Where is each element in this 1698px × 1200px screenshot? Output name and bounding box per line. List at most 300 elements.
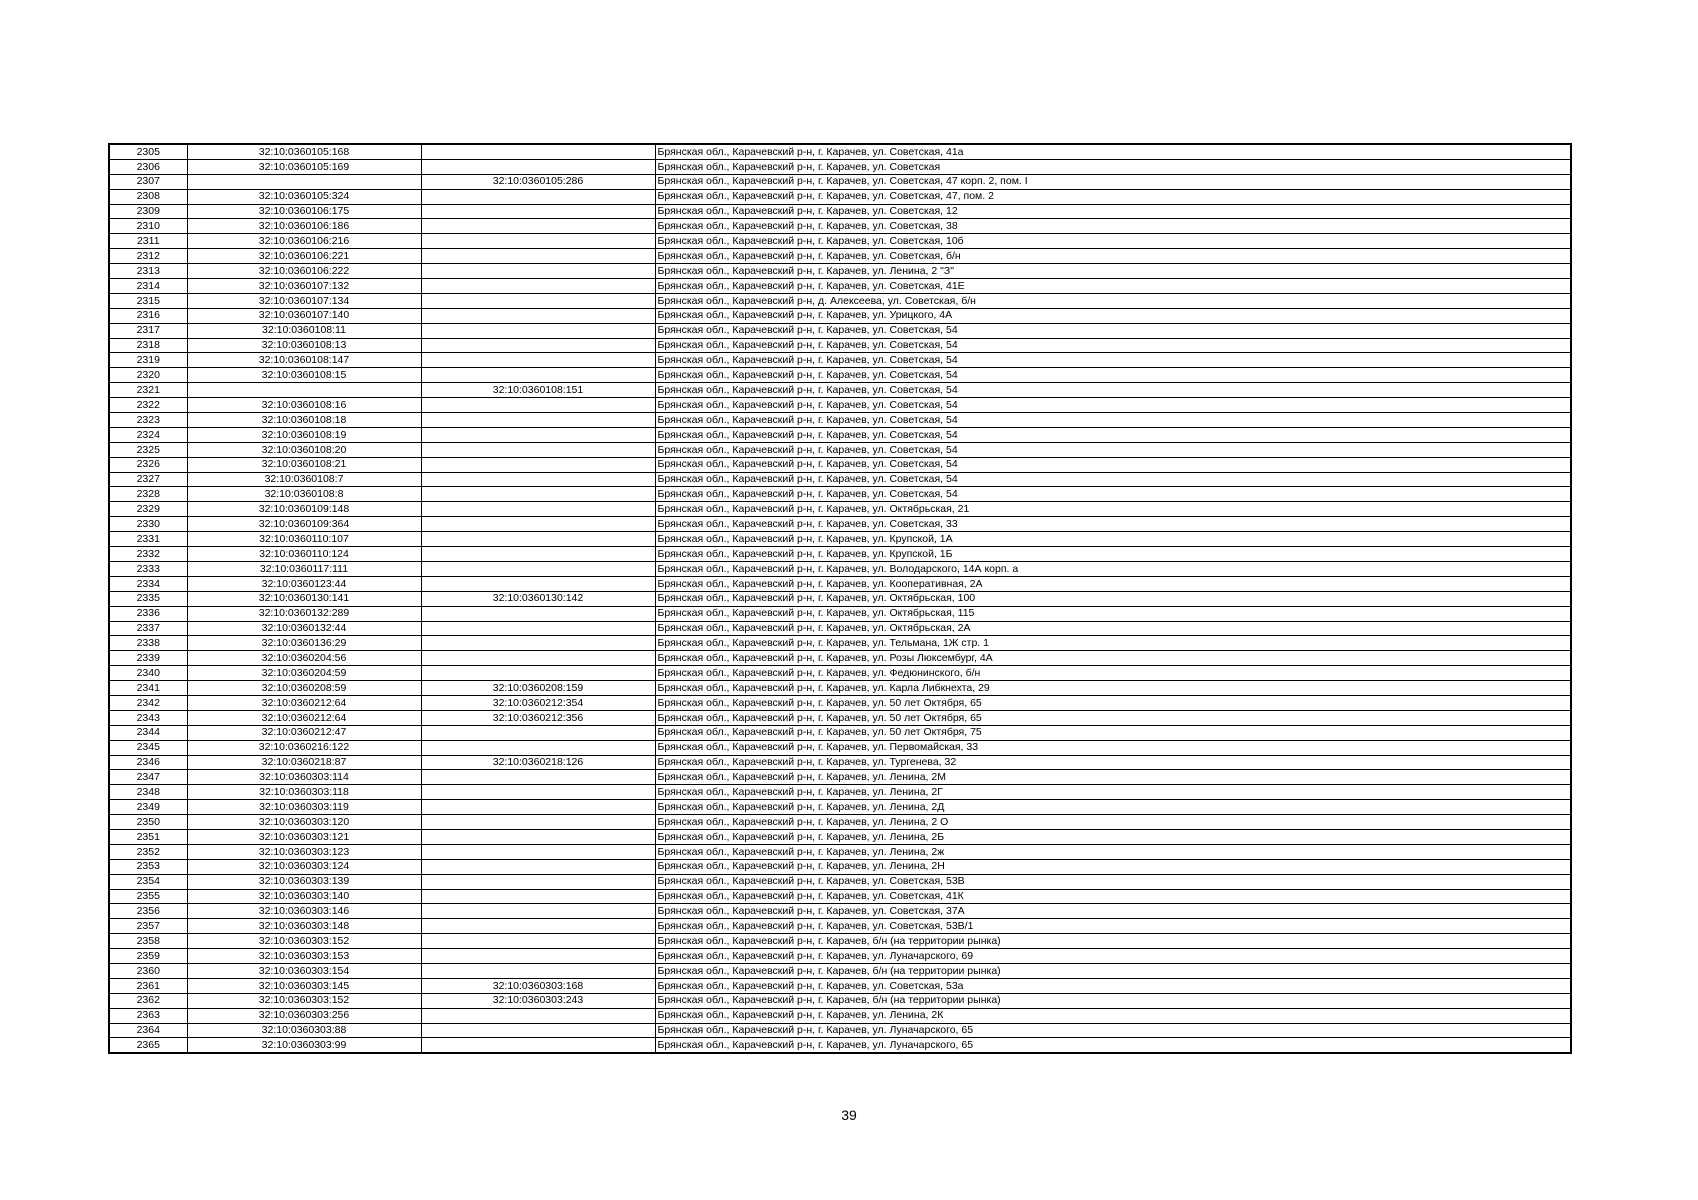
related-cadastral-number-cell	[421, 904, 655, 919]
row-number-cell: 2358	[109, 934, 187, 949]
related-cadastral-number-cell	[421, 561, 655, 576]
table-row	[109, 457, 1571, 472]
address-cell: Брянская обл., Карачевский р-н, г. Карачев, ул. Розы Люксембург, 4А	[655, 651, 1571, 666]
address-cell: Брянская обл., Карачевский р-н, г. Карачев, ул. Октябрьская, 115	[655, 606, 1571, 621]
table-row	[109, 427, 1571, 442]
address-cell: Брянская обл., Карачевский р-н, г. Карачев, ул. Луначарского, 65	[655, 1038, 1571, 1053]
related-cadastral-number-cell	[421, 487, 655, 502]
row-number-cell: 2307	[109, 174, 187, 189]
table-row	[109, 963, 1571, 978]
address-cell: Брянская обл., Карачевский р-н, г. Карачев, ул. Советская, 38	[655, 219, 1571, 234]
related-cadastral-number-cell	[421, 889, 655, 904]
table-row	[109, 159, 1571, 174]
cadastral-number-cell: 32:10:0360212:47	[187, 725, 421, 740]
cadastral-number-cell: 32:10:0360303:152	[187, 993, 421, 1008]
address-cell: Брянская обл., Карачевский р-н, г. Карачев, ул. Тельмана, 1Ж стр. 1	[655, 636, 1571, 651]
address-cell: Брянская обл., Карачевский р-н, г. Карачев, ул. Советская	[655, 159, 1571, 174]
address-cell: Брянская обл., Карачевский р-н, г. Карачев, ул. Ленина, 2Д	[655, 800, 1571, 815]
related-cadastral-number-cell	[421, 398, 655, 413]
related-cadastral-number-cell	[421, 517, 655, 532]
address-cell: Брянская обл., Карачевский р-н, г. Карачев, ул. Советская, 53а	[655, 978, 1571, 993]
row-number-cell: 2323	[109, 413, 187, 428]
address-cell: Брянская обл., Карачевский р-н, г. Карачев, ул. Крупской, 1Б	[655, 547, 1571, 562]
row-number-cell: 2314	[109, 279, 187, 294]
row-number-cell: 2329	[109, 502, 187, 517]
address-cell: Брянская обл., Карачевский р-н, г. Карачев, ул. Луначарского, 65	[655, 1023, 1571, 1038]
address-cell: Брянская обл., Карачевский р-н, г. Карачев, ул. Советская, 54	[655, 368, 1571, 383]
row-number-cell: 2363	[109, 1008, 187, 1023]
cadastral-number-cell: 32:10:0360108:21	[187, 457, 421, 472]
related-cadastral-number-cell: 32:10:0360303:168	[421, 978, 655, 993]
row-number-cell: 2319	[109, 353, 187, 368]
related-cadastral-number-cell	[421, 740, 655, 755]
address-cell: Брянская обл., Карачевский р-н, г. Карачев, б/н (на территории рынка)	[655, 963, 1571, 978]
cadastral-number-cell: 32:10:0360106:186	[187, 219, 421, 234]
address-cell: Брянская обл., Карачевский р-н, г. Карачев, ул. Советская, 47, пом. 2	[655, 189, 1571, 204]
row-number-cell: 2353	[109, 859, 187, 874]
table-row	[109, 934, 1571, 949]
related-cadastral-number-cell	[421, 963, 655, 978]
address-cell: Брянская обл., Карачевский р-н, г. Карачев, ул. Крупской, 1А	[655, 532, 1571, 547]
address-cell: Брянская обл., Карачевский р-н, г. Карачев, ул. Ленина, 2ж	[655, 844, 1571, 859]
address-cell: Брянская обл., Карачевский р-н, г. Карачев, ул. Первомайская, 33	[655, 740, 1571, 755]
cadastral-number-cell: 32:10:0360109:364	[187, 517, 421, 532]
related-cadastral-number-cell: 32:10:0360108:151	[421, 383, 655, 398]
cadastral-number-cell: 32:10:0360106:221	[187, 249, 421, 264]
address-cell: Брянская обл., Карачевский р-н, г. Карачев, ул. Советская, 54	[655, 323, 1571, 338]
related-cadastral-number-cell	[421, 353, 655, 368]
row-number-cell: 2349	[109, 800, 187, 815]
cadastral-number-cell: 32:10:0360108:19	[187, 427, 421, 442]
related-cadastral-number-cell: 32:10:0360212:354	[421, 695, 655, 710]
cadastral-number-cell: 32:10:0360303:114	[187, 770, 421, 785]
table-row	[109, 338, 1571, 353]
table-row	[109, 219, 1571, 234]
row-number-cell: 2345	[109, 740, 187, 755]
cadastral-number-cell: 32:10:0360303:153	[187, 949, 421, 964]
address-cell: Брянская обл., Карачевский р-н, г. Карачев, ул. Советская, 54	[655, 413, 1571, 428]
related-cadastral-number-cell: 32:10:0360303:243	[421, 993, 655, 1008]
row-number-cell: 2321	[109, 383, 187, 398]
table-row	[109, 725, 1571, 740]
related-cadastral-number-cell	[421, 249, 655, 264]
table-row	[109, 189, 1571, 204]
related-cadastral-number-cell	[421, 368, 655, 383]
table-row	[109, 413, 1571, 428]
related-cadastral-number-cell	[421, 666, 655, 681]
table-row	[109, 710, 1571, 725]
table-row	[109, 844, 1571, 859]
address-cell: Брянская обл., Карачевский р-н, г. Карачев, ул. 50 лет Октября, 75	[655, 725, 1571, 740]
table-row	[109, 695, 1571, 710]
related-cadastral-number-cell	[421, 472, 655, 487]
row-number-cell: 2352	[109, 844, 187, 859]
table-row	[109, 904, 1571, 919]
table-row	[109, 829, 1571, 844]
row-number-cell: 2333	[109, 561, 187, 576]
table-row	[109, 919, 1571, 934]
cadastral-number-cell: 32:10:0360212:64	[187, 710, 421, 725]
table-row	[109, 874, 1571, 889]
row-number-cell: 2361	[109, 978, 187, 993]
table-row	[109, 1008, 1571, 1023]
address-cell: Брянская обл., Карачевский р-н, г. Карачев, ул. Ленина, 2Н	[655, 859, 1571, 874]
cadastral-number-cell: 32:10:0360303:146	[187, 904, 421, 919]
cadastral-number-cell: 32:10:0360117:111	[187, 561, 421, 576]
address-cell: Брянская обл., Карачевский р-н, д. Алексеева, ул. Советская, б/н	[655, 293, 1571, 308]
table-row	[109, 800, 1571, 815]
cadastral-number-cell: 32:10:0360303:119	[187, 800, 421, 815]
table-row	[109, 487, 1571, 502]
row-number-cell: 2335	[109, 591, 187, 606]
related-cadastral-number-cell	[421, 651, 655, 666]
address-cell: Брянская обл., Карачевский р-н, г. Карачев, ул. Кооперативная, 2А	[655, 576, 1571, 591]
row-number-cell: 2357	[109, 919, 187, 934]
address-cell: Брянская обл., Карачевский р-н, г. Карачев, ул. Советская, 54	[655, 457, 1571, 472]
address-cell: Брянская обл., Карачевский р-н, г. Карачев, ул. Ленина, 2Б	[655, 829, 1571, 844]
cadastral-number-cell: 32:10:0360303:120	[187, 815, 421, 830]
row-number-cell: 2326	[109, 457, 187, 472]
address-cell: Брянская обл., Карачевский р-н, г. Карачев, ул. 50 лет Октября, 65	[655, 695, 1571, 710]
table-row	[109, 651, 1571, 666]
related-cadastral-number-cell: 32:10:0360105:286	[421, 174, 655, 189]
cadastral-number-cell: 32:10:0360204:56	[187, 651, 421, 666]
address-cell: Брянская обл., Карачевский р-н, г. Карачев, ул. Ленина, 2М	[655, 770, 1571, 785]
table-row	[109, 889, 1571, 904]
cadastral-number-cell: 32:10:0360108:20	[187, 442, 421, 457]
row-number-cell: 2351	[109, 829, 187, 844]
row-number-cell: 2328	[109, 487, 187, 502]
table-row	[109, 368, 1571, 383]
related-cadastral-number-cell: 32:10:0360218:126	[421, 755, 655, 770]
records-table	[108, 143, 1572, 1054]
address-cell: Брянская обл., Карачевский р-н, г. Карачев, ул. Володарского, 14А корп. а	[655, 561, 1571, 576]
table-row	[109, 1038, 1571, 1053]
cadastral-number-cell: 32:10:0360108:147	[187, 353, 421, 368]
row-number-cell: 2325	[109, 442, 187, 457]
address-cell: Брянская обл., Карачевский р-н, г. Карачев, ул. Ленина, 2 "З"	[655, 264, 1571, 279]
address-cell: Брянская обл., Карачевский р-н, г. Карачев, ул. Октябрьская, 100	[655, 591, 1571, 606]
table-row	[109, 293, 1571, 308]
row-number-cell: 2340	[109, 666, 187, 681]
table-row	[109, 264, 1571, 279]
table-row	[109, 353, 1571, 368]
row-number-cell: 2315	[109, 293, 187, 308]
related-cadastral-number-cell	[421, 308, 655, 323]
table-row	[109, 993, 1571, 1008]
related-cadastral-number-cell: 32:10:0360208:159	[421, 681, 655, 696]
table-row	[109, 606, 1571, 621]
cadastral-number-cell: 32:10:0360105:168	[187, 144, 421, 159]
row-number-cell: 2350	[109, 815, 187, 830]
cadastral-number-cell: 32:10:0360208:59	[187, 681, 421, 696]
related-cadastral-number-cell	[421, 621, 655, 636]
cadastral-number-cell: 32:10:0360109:148	[187, 502, 421, 517]
cadastral-number-cell: 32:10:0360110:124	[187, 547, 421, 562]
cadastral-number-cell: 32:10:0360123:44	[187, 576, 421, 591]
related-cadastral-number-cell	[421, 949, 655, 964]
address-cell: Брянская обл., Карачевский р-н, г. Карачев, ул. Карла Либкнехта, 29	[655, 681, 1571, 696]
address-cell: Брянская обл., Карачевский р-н, г. Карачев, ул. Ленина, 2К	[655, 1008, 1571, 1023]
address-cell: Брянская обл., Карачевский р-н, г. Карачев, ул. 50 лет Октября, 65	[655, 710, 1571, 725]
related-cadastral-number-cell	[421, 547, 655, 562]
table-row	[109, 249, 1571, 264]
row-number-cell: 2342	[109, 695, 187, 710]
cadastral-number-cell: 32:10:0360303:118	[187, 785, 421, 800]
address-cell: Брянская обл., Карачевский р-н, г. Карачев, ул. Советская, 54	[655, 398, 1571, 413]
table-row	[109, 517, 1571, 532]
row-number-cell: 2324	[109, 427, 187, 442]
related-cadastral-number-cell	[421, 502, 655, 517]
row-number-cell: 2337	[109, 621, 187, 636]
cadastral-number-cell: 32:10:0360303:123	[187, 844, 421, 859]
cadastral-number-cell: 32:10:0360106:222	[187, 264, 421, 279]
cadastral-number-cell: 32:10:0360303:139	[187, 874, 421, 889]
table-row	[109, 591, 1571, 606]
address-cell: Брянская обл., Карачевский р-н, г. Карачев, ул. Советская, 41а	[655, 144, 1571, 159]
cadastral-number-cell: 32:10:0360303:124	[187, 859, 421, 874]
table-row	[109, 636, 1571, 651]
table-row	[109, 949, 1571, 964]
table-row	[109, 978, 1571, 993]
cadastral-number-cell: 32:10:0360303:152	[187, 934, 421, 949]
cadastral-number-cell: 32:10:0360130:141	[187, 591, 421, 606]
address-cell: Брянская обл., Карачевский р-н, г. Карачев, ул. Советская, 54	[655, 427, 1571, 442]
row-number-cell: 2336	[109, 606, 187, 621]
cadastral-number-cell: 32:10:0360303:256	[187, 1008, 421, 1023]
row-number-cell: 2339	[109, 651, 187, 666]
related-cadastral-number-cell	[421, 442, 655, 457]
row-number-cell: 2354	[109, 874, 187, 889]
row-number-cell: 2312	[109, 249, 187, 264]
row-number-cell: 2365	[109, 1038, 187, 1053]
row-number-cell: 2338	[109, 636, 187, 651]
related-cadastral-number-cell	[421, 1023, 655, 1038]
table-row	[109, 234, 1571, 249]
table-row	[109, 681, 1571, 696]
address-cell: Брянская обл., Карачевский р-н, г. Карачев, ул. Федюнинского, б/н	[655, 666, 1571, 681]
cadastral-number-cell: 32:10:0360303:148	[187, 919, 421, 934]
table-row	[109, 308, 1571, 323]
row-number-cell: 2343	[109, 710, 187, 725]
table-row	[109, 204, 1571, 219]
row-number-cell: 2322	[109, 398, 187, 413]
row-number-cell: 2362	[109, 993, 187, 1008]
table-row	[109, 144, 1571, 159]
cadastral-number-cell: 32:10:0360107:132	[187, 279, 421, 294]
related-cadastral-number-cell	[421, 189, 655, 204]
related-cadastral-number-cell	[421, 1038, 655, 1053]
cadastral-number-cell: 32:10:0360303:88	[187, 1023, 421, 1038]
address-cell: Брянская обл., Карачевский р-н, г. Карачев, ул. Советская, 53В	[655, 874, 1571, 889]
related-cadastral-number-cell	[421, 234, 655, 249]
related-cadastral-number-cell	[421, 800, 655, 815]
table-row	[109, 323, 1571, 338]
address-cell: Брянская обл., Карачевский р-н, г. Карачев, ул. Советская, б/н	[655, 249, 1571, 264]
table-row	[109, 785, 1571, 800]
related-cadastral-number-cell	[421, 144, 655, 159]
table-row	[109, 561, 1571, 576]
related-cadastral-number-cell	[421, 606, 655, 621]
cadastral-number-cell: 32:10:0360106:175	[187, 204, 421, 219]
row-number-cell: 2347	[109, 770, 187, 785]
cadastral-number-cell: 32:10:0360218:87	[187, 755, 421, 770]
related-cadastral-number-cell: 32:10:0360130:142	[421, 591, 655, 606]
related-cadastral-number-cell	[421, 829, 655, 844]
related-cadastral-number-cell	[421, 204, 655, 219]
table-row	[109, 621, 1571, 636]
row-number-cell: 2346	[109, 755, 187, 770]
cadastral-number-cell: 32:10:0360108:11	[187, 323, 421, 338]
row-number-cell: 2348	[109, 785, 187, 800]
cadastral-number-cell: 32:10:0360105:169	[187, 159, 421, 174]
row-number-cell: 2360	[109, 963, 187, 978]
related-cadastral-number-cell	[421, 636, 655, 651]
related-cadastral-number-cell	[421, 725, 655, 740]
cadastral-number-cell	[187, 174, 421, 189]
cadastral-number-cell: 32:10:0360105:324	[187, 189, 421, 204]
table-row	[109, 472, 1571, 487]
table-row	[109, 532, 1571, 547]
table-row	[109, 755, 1571, 770]
address-cell: Брянская обл., Карачевский р-н, г. Карачев, ул. Урицкого, 4А	[655, 308, 1571, 323]
related-cadastral-number-cell	[421, 293, 655, 308]
address-cell: Брянская обл., Карачевский р-н, г. Карачев, ул. Октябрьская, 21	[655, 502, 1571, 517]
cadastral-number-cell: 32:10:0360136:29	[187, 636, 421, 651]
row-number-cell: 2330	[109, 517, 187, 532]
row-number-cell: 2309	[109, 204, 187, 219]
cadastral-number-cell: 32:10:0360132:289	[187, 606, 421, 621]
cadastral-number-cell: 32:10:0360108:7	[187, 472, 421, 487]
row-number-cell: 2313	[109, 264, 187, 279]
table-row	[109, 502, 1571, 517]
address-cell: Брянская обл., Карачевский р-н, г. Карачев, ул. Советская, 41К	[655, 889, 1571, 904]
row-number-cell: 2359	[109, 949, 187, 964]
table-row	[109, 576, 1571, 591]
address-cell: Брянская обл., Карачевский р-н, г. Карачев, ул. Советская, 54	[655, 353, 1571, 368]
row-number-cell: 2320	[109, 368, 187, 383]
cadastral-number-cell: 32:10:0360303:145	[187, 978, 421, 993]
address-cell: Брянская обл., Карачевский р-н, г. Карачев, ул. Ленина, 2Г	[655, 785, 1571, 800]
cadastral-number-cell: 32:10:0360108:16	[187, 398, 421, 413]
cadastral-number-cell	[187, 383, 421, 398]
row-number-cell: 2332	[109, 547, 187, 562]
row-number-cell: 2364	[109, 1023, 187, 1038]
table-row	[109, 859, 1571, 874]
table-row	[109, 770, 1571, 785]
cadastral-number-cell: 32:10:0360132:44	[187, 621, 421, 636]
table-row	[109, 547, 1571, 562]
cadastral-number-cell: 32:10:0360212:64	[187, 695, 421, 710]
cadastral-number-cell: 32:10:0360110:107	[187, 532, 421, 547]
address-cell: Брянская обл., Карачевский р-н, г. Карачев, ул. Советская, 54	[655, 338, 1571, 353]
table-row	[109, 442, 1571, 457]
row-number-cell: 2308	[109, 189, 187, 204]
row-number-cell: 2331	[109, 532, 187, 547]
address-cell: Брянская обл., Карачевский р-н, г. Карачев, ул. Советская, 37А	[655, 904, 1571, 919]
related-cadastral-number-cell	[421, 413, 655, 428]
row-number-cell: 2344	[109, 725, 187, 740]
cadastral-number-cell: 32:10:0360107:140	[187, 308, 421, 323]
row-number-cell: 2327	[109, 472, 187, 487]
related-cadastral-number-cell	[421, 532, 655, 547]
table-row	[109, 666, 1571, 681]
cadastral-number-cell: 32:10:0360106:216	[187, 234, 421, 249]
address-cell: Брянская обл., Карачевский р-н, г. Карачев, ул. Советская, 41Е	[655, 279, 1571, 294]
row-number-cell: 2355	[109, 889, 187, 904]
address-cell: Брянская обл., Карачевский р-н, г. Карачев, ул. Ленина, 2 О	[655, 815, 1571, 830]
related-cadastral-number-cell	[421, 874, 655, 889]
page-number: 39	[841, 1107, 857, 1123]
related-cadastral-number-cell	[421, 264, 655, 279]
related-cadastral-number-cell: 32:10:0360212:356	[421, 710, 655, 725]
related-cadastral-number-cell	[421, 576, 655, 591]
address-cell: Брянская обл., Карачевский р-н, г. Карачев, б/н (на территории рынка)	[655, 934, 1571, 949]
row-number-cell: 2306	[109, 159, 187, 174]
table-row	[109, 383, 1571, 398]
row-number-cell: 2310	[109, 219, 187, 234]
records-table-body	[109, 144, 1571, 1053]
cadastral-number-cell: 32:10:0360107:134	[187, 293, 421, 308]
related-cadastral-number-cell	[421, 427, 655, 442]
address-cell: Брянская обл., Карачевский р-н, г. Карачев, ул. Тургенева, 32	[655, 755, 1571, 770]
cadastral-number-cell: 32:10:0360204:59	[187, 666, 421, 681]
related-cadastral-number-cell	[421, 159, 655, 174]
cadastral-number-cell: 32:10:0360303:121	[187, 829, 421, 844]
row-number-cell: 2356	[109, 904, 187, 919]
table-row	[109, 815, 1571, 830]
row-number-cell: 2305	[109, 144, 187, 159]
row-number-cell: 2311	[109, 234, 187, 249]
cadastral-number-cell: 32:10:0360108:18	[187, 413, 421, 428]
address-cell: Брянская обл., Карачевский р-н, г. Карачев, ул. Советская, 54	[655, 472, 1571, 487]
address-cell: Брянская обл., Карачевский р-н, г. Карачев, б/н (на территории рынка)	[655, 993, 1571, 1008]
related-cadastral-number-cell	[421, 219, 655, 234]
address-cell: Брянская обл., Карачевский р-н, г. Карачев, ул. Советская, 47 корп. 2, пом. I	[655, 174, 1571, 189]
related-cadastral-number-cell	[421, 338, 655, 353]
address-cell: Брянская обл., Карачевский р-н, г. Карачев, ул. Советская, 12	[655, 204, 1571, 219]
address-cell: Брянская обл., Карачевский р-н, г. Карачев, ул. Луначарского, 69	[655, 949, 1571, 964]
row-number-cell: 2316	[109, 308, 187, 323]
address-cell: Брянская обл., Карачевский р-н, г. Карачев, ул. Советская, 54	[655, 383, 1571, 398]
table-row	[109, 1023, 1571, 1038]
address-cell: Брянская обл., Карачевский р-н, г. Карачев, ул. Советская, 54	[655, 442, 1571, 457]
row-number-cell: 2334	[109, 576, 187, 591]
table-row	[109, 279, 1571, 294]
row-number-cell: 2317	[109, 323, 187, 338]
table-row	[109, 740, 1571, 755]
related-cadastral-number-cell	[421, 919, 655, 934]
related-cadastral-number-cell	[421, 1008, 655, 1023]
related-cadastral-number-cell	[421, 770, 655, 785]
cadastral-number-cell: 32:10:0360108:15	[187, 368, 421, 383]
related-cadastral-number-cell	[421, 457, 655, 472]
row-number-cell: 2318	[109, 338, 187, 353]
related-cadastral-number-cell	[421, 323, 655, 338]
cadastral-number-cell: 32:10:0360108:13	[187, 338, 421, 353]
address-cell: Брянская обл., Карачевский р-н, г. Карачев, ул. Октябрьская, 2А	[655, 621, 1571, 636]
row-number-cell: 2341	[109, 681, 187, 696]
table-row	[109, 174, 1571, 189]
related-cadastral-number-cell	[421, 815, 655, 830]
related-cadastral-number-cell	[421, 785, 655, 800]
related-cadastral-number-cell	[421, 934, 655, 949]
related-cadastral-number-cell	[421, 279, 655, 294]
table-row	[109, 398, 1571, 413]
cadastral-number-cell: 32:10:0360303:154	[187, 963, 421, 978]
cadastral-number-cell: 32:10:0360216:122	[187, 740, 421, 755]
cadastral-number-cell: 32:10:0360108:8	[187, 487, 421, 502]
